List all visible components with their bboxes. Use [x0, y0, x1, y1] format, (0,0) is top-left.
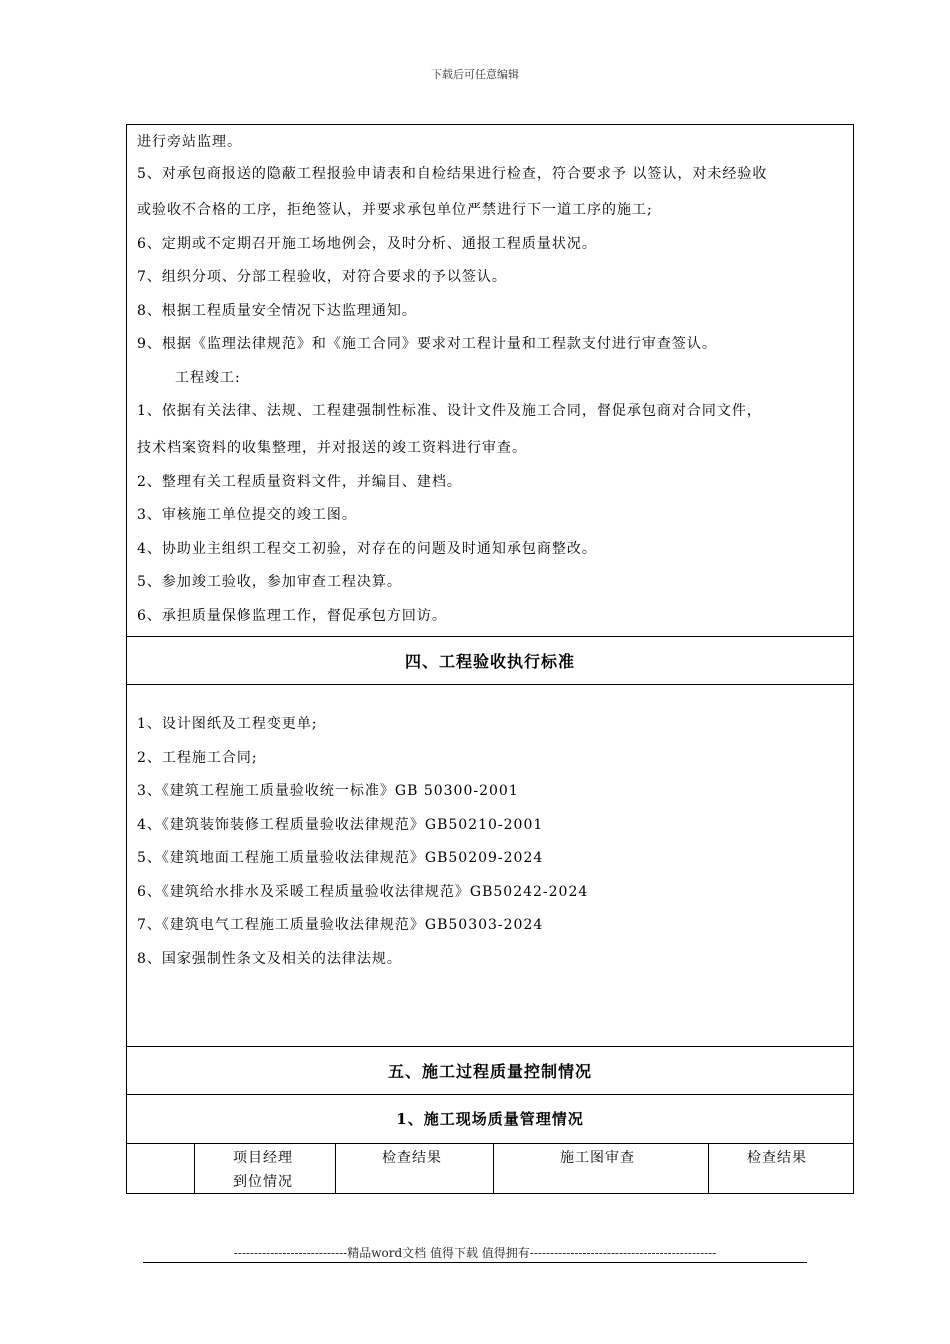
- paragraph-line: 进行旁站监理。: [137, 134, 242, 150]
- paragraph-line: 或验收不合格的工序，拒绝签认，并要求承包单位严禁进行下一道工序的施工;: [137, 202, 653, 218]
- paragraph-line: 技术档案资料的收集整理，并对报送的竣工资料进行审查。: [137, 440, 527, 456]
- list-item: 4、《建筑装饰装修工程质量验收法律规范》GB50210-2001: [137, 817, 544, 833]
- section-5-1-header: [127, 1095, 853, 1144]
- section-construction-duties: [127, 125, 853, 637]
- document-table: [126, 124, 854, 1194]
- subheading-completion: 工程竣工:: [175, 370, 241, 386]
- list-item: 7、《建筑电气工程施工质量验收法律规范》GB50303-2024: [137, 917, 544, 933]
- paragraph-line: 4、协助业主组织工程交工初验，对存在的问题及时通知承包商整改。: [137, 541, 597, 557]
- list-item: 2、工程施工合同;: [137, 750, 258, 766]
- cell-label: 检查结果: [747, 1150, 807, 1166]
- table-cell-drawing-review: [494, 1144, 709, 1194]
- section-4-header: [127, 637, 853, 685]
- paragraph-line: 1、依据有关法律、法规、工程建强制性标准、设计文件及施工合同，督促承包商对合同文件，: [137, 403, 762, 419]
- list-item: 5、《建筑地面工程施工质量验收法律规范》GB50209-2024: [137, 850, 544, 866]
- cell-label: 检查结果: [382, 1150, 442, 1166]
- footer-divider: [143, 1262, 807, 1263]
- list-item: 6、《建筑给水排水及采暖工程质量验收法律规范》GB50242-2024: [137, 884, 589, 900]
- paragraph-line: 8、根据工程质量安全情况下达监理通知。: [137, 303, 417, 319]
- paragraph-line: 6、定期或不定期召开施工场地例会，及时分析、通报工程质量状况。: [137, 236, 597, 252]
- paragraph-line: 2、整理有关工程质量资料文件，并编目、建档。: [137, 474, 462, 490]
- list-item: 3、《建筑工程施工质量验收统一标准》GB 50300-2001: [137, 783, 519, 799]
- paragraph-line: 6、承担质量保修监理工作，督促承包方回访。: [137, 608, 447, 624]
- paragraph-line: 5、对承包商报送的隐蔽工程报验申请表和自检结果进行检查，符合要求予 以签认，对未经验收: [137, 166, 768, 182]
- table-cell-check-result: [709, 1144, 853, 1194]
- table-cell-project-manager: [195, 1144, 336, 1194]
- footer-note: ----------------------------精品word文档 值得下载 值得拥有----------------------------------------------: [233, 1246, 717, 1260]
- section-4-standards: [127, 685, 853, 1047]
- paragraph-line: 7、组织分项、分部工程验收，对符合要求的予以签认。: [137, 269, 507, 285]
- list-item: 1、设计图纸及工程变更单;: [137, 716, 318, 732]
- paragraph-line: 3、审核施工单位提交的竣工图。: [137, 507, 357, 523]
- paragraph-line: 9、根据《监理法律规范》和《施工合同》要求对工程计量和工程款支付进行审查签认。: [137, 336, 717, 352]
- table-cell-check-result: [336, 1144, 494, 1194]
- section-5-header: [127, 1047, 853, 1095]
- section-5-title: 五、施工过程质量控制情况: [387, 1062, 592, 1081]
- section-5-1-title: 1、施工现场质量管理情况: [396, 1110, 584, 1128]
- section-4-title: 四、工程验收执行标准: [404, 652, 575, 671]
- cell-label: 到位情况: [233, 1174, 293, 1190]
- paragraph-line: 5、参加竣工验收，参加审查工程决算。: [137, 574, 402, 590]
- list-item: 8、国家强制性条文及相关的法律法规。: [137, 951, 402, 967]
- header-note: 下载后可任意编辑: [431, 68, 519, 81]
- table-row: [127, 1144, 853, 1194]
- table-cell: [127, 1144, 195, 1194]
- cell-label: 项目经理: [233, 1150, 293, 1166]
- cell-label: 施工图审查: [560, 1150, 635, 1166]
